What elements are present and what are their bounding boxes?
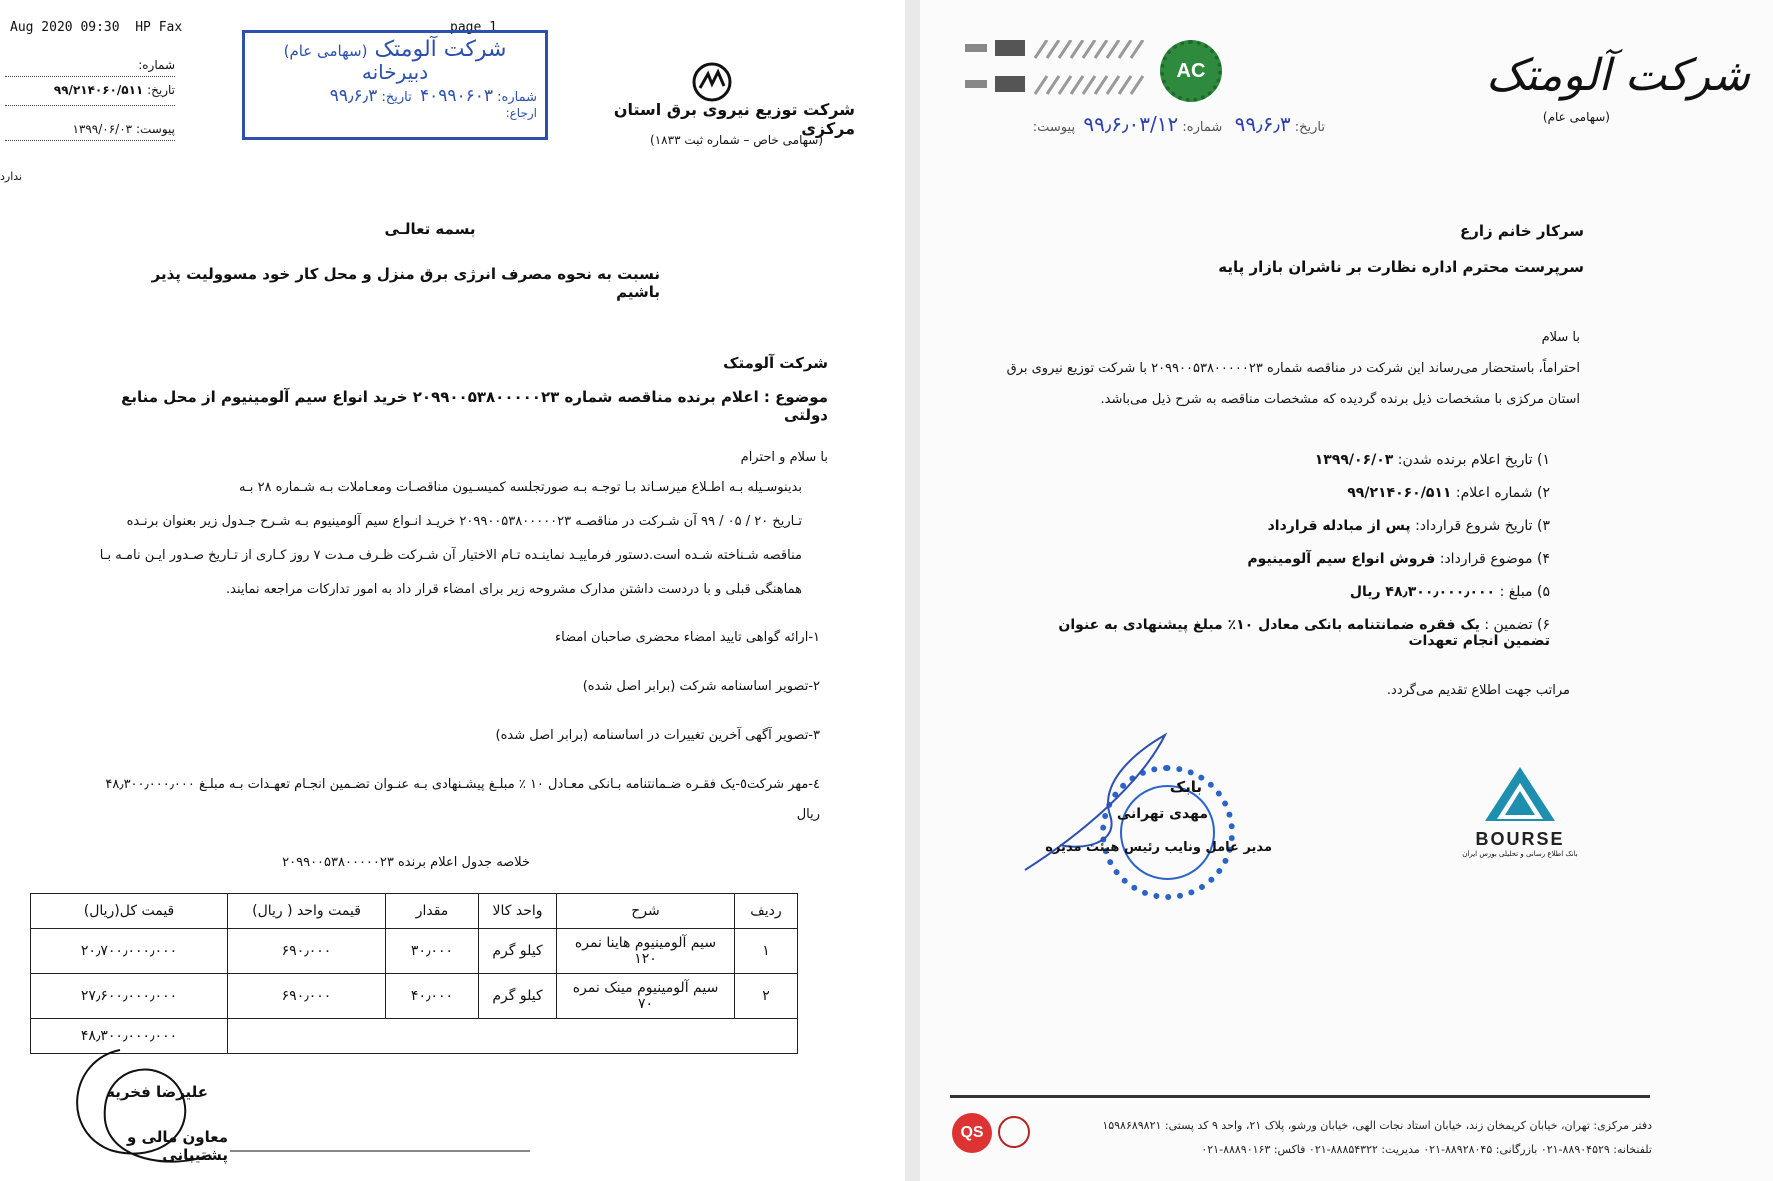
company-logo-text: شرکت آلومتک: [1486, 50, 1750, 101]
right-letter: [920, 0, 1773, 1181]
detail-item: [1020, 584, 1550, 617]
table-cell: ۴۰٫۰۰۰: [386, 974, 479, 1019]
fax-device: HP Fax: [135, 20, 183, 35]
stamp-number-value: ۴۰۹۹۰۶۰۳: [419, 86, 494, 106]
detail-value: یک فقره ضمانتنامه بانکی معادل ۱۰٪ مبلغ پیشنهادی به عنوان تضمین انجام تعهدات: [1058, 617, 1550, 649]
intro-line: استان مرکزی با مشخصات ذیل برنده گردیده که مشخصات مناقصه به شرح ذیل می‌باشد.: [1100, 392, 1580, 407]
stamp-number-label: شماره:: [497, 90, 537, 105]
detail-label: تضمین :: [1484, 617, 1533, 633]
table-cell: ۶۹۰٫۰۰۰: [228, 974, 386, 1019]
requirement-item: ۲-تصویر اساسنامه شرکت (برابر اصل شده): [582, 679, 820, 694]
fax-header: [10, 20, 182, 35]
company-type: (سهامی عام): [1542, 110, 1610, 124]
footer-address: دفتر مرکزی: تهران، خیابان کریمخان زند، خیابان استاد نجات الهی، خیابان ورشو، پلاک ۲۱، واحد ۹ کد پستی: ۱۵۹۸۶۸۹۸۲۱: [1102, 1119, 1652, 1132]
detail-label: شماره اعلام:: [1455, 485, 1533, 501]
attachment-label: پیوست:: [1032, 120, 1076, 135]
signer-last-name: مهدی تهرانی: [1116, 806, 1208, 822]
closing: مراتب جهت اطلاع تقدیم می‌گردد.: [1386, 683, 1570, 698]
intro-line: احتراماً، باستحضار می‌رساند این شرکت در مناقصه شماره ۲۰۹۹۰۰۵۳۸۰۰۰۰۰۲۳ با شرکت توزیع نیروی برق: [1006, 361, 1580, 376]
bismillah: بسمه تعالـی: [384, 220, 476, 238]
divider: [230, 1150, 530, 1152]
detail-item: [1020, 452, 1550, 485]
table-header: قیمت واحد ( ریال): [228, 894, 386, 929]
bourse-logo: [1455, 765, 1585, 865]
fax-page: page 1: [450, 20, 497, 35]
bourse-name: BOURSE: [1475, 829, 1565, 849]
detail-num: ۵): [1537, 584, 1550, 600]
body-line: هماهنگی قبلی و با دردست داشتن مدارک مشروحه زیر برای امضاء قرار داد به امور تدارکات مراجعه نمایند.: [226, 582, 802, 597]
addressee: شرکت آلومتک: [723, 354, 828, 372]
body-line: بدینوسـیله بـه اطـلاع میرسـاند بـا توجـه بـه صورتجلسه کمیسـیون مناقصـات ومعـاملات بـه شـماره ۲۸ بـه: [239, 480, 802, 495]
table-cell: ۳۰٫۰۰۰: [386, 929, 479, 974]
stamp-ref: ارجاع:: [505, 106, 537, 120]
detail-num: ۴): [1537, 551, 1550, 567]
certification-seal-icon: [998, 1116, 1030, 1148]
detail-num: ۶): [1537, 617, 1550, 633]
requirement-item: ۱-ارائه گواهی تایید امضاء محضری صاحبان امضاء: [555, 630, 820, 645]
table-header: مقدار: [386, 894, 479, 929]
greeting: با سلام و احترام: [740, 450, 828, 465]
qs-logo-icon: QS: [952, 1113, 992, 1153]
table-header: شرح: [557, 894, 735, 929]
signer-name: علیرضا فخریه: [106, 1083, 208, 1101]
table-cell: ۲: [735, 974, 798, 1019]
detail-label: مبلغ :: [1499, 584, 1533, 600]
side-note: ندارد: [0, 170, 23, 183]
table-cell: کیلو گرم: [479, 929, 557, 974]
detail-item: [1020, 485, 1550, 518]
recipient-title: سرپرست محترم اداره نظارت بر ناشران بازار پایه: [1218, 258, 1584, 276]
detail-item: [1020, 518, 1550, 551]
detail-item: [1020, 617, 1550, 650]
detail-value: پس از مبادله قرارداد: [1267, 518, 1411, 534]
table-row: [31, 929, 798, 974]
stamp-company-type: (سهامی عام): [283, 42, 368, 60]
slogan: نسبت به نحوه مصرف انرژی برق منزل و محل کار خود مسوولیت پذیر باشیم: [151, 265, 660, 301]
table-total: ۴۸٫۳۰۰٫۰۰۰٫۰۰۰: [31, 1019, 228, 1054]
body-line: تـاریخ ۲۰ / ۰۵ / ۹۹ آن شـرکت در مناقصـه ۲۰۹۹۰۰۵۳۸۰۰۰۰۰۲۳ خریـد انـواع سیم آلومینیوم بـه شـرح جـدول زیر بعنوان برنـده: [126, 514, 802, 529]
detail-value: ۴۸٫۳۰۰٫۰۰۰٫۰۰۰ ریال: [1349, 584, 1496, 600]
fax-date: Aug 2020 09:30: [10, 20, 120, 35]
attachment-value: ۱۳۹۹/۰۶/۰۳: [72, 122, 133, 136]
body-line: مناقصه شـناخته شـده است.دستور فرماییـد نماینـده تـام الاختیار آن شـرکت ظـرف مـدت ۷ روز کـاری از تـاریخ صـدور ایـن نامـه بـا: [99, 548, 802, 563]
table-blank-cell: [228, 1019, 798, 1054]
detail-label: تاریخ شروع قرارداد:: [1415, 518, 1533, 534]
requirements-list: [12, 630, 820, 827]
date-label: تاریخ:: [147, 83, 175, 97]
attachment-label: پیوست:: [135, 122, 175, 136]
body-text: [12, 480, 802, 616]
power-company-logo-icon: [690, 60, 734, 104]
stamp-date-value: ۹۹٫۶٫۳: [329, 86, 378, 106]
table-header: واحد کالا: [479, 894, 557, 929]
letter-meta: [1005, 112, 1325, 136]
winner-table: [30, 893, 798, 1054]
meta-block: [5, 58, 175, 141]
detail-label: تاریخ اعلام برنده شدن:: [1397, 452, 1533, 468]
table-row: [31, 974, 798, 1019]
rial-label: ریال: [796, 807, 820, 822]
signer-title: معاون مالی و پشتیبانی: [126, 1128, 228, 1164]
table-cell: ۲۰٫۷۰۰٫۰۰۰٫۰۰۰: [31, 929, 228, 974]
table-header: ردیف: [735, 894, 798, 929]
detail-num: ۱): [1537, 452, 1550, 468]
bourse-sub: بانک اطلاع رسانی و تحلیلی بورس ایران: [1462, 850, 1578, 858]
number-label: شماره:: [1182, 120, 1223, 135]
number-value: ۹۹٫۶٫۰۳/۱۲: [1083, 112, 1179, 136]
issuer-sub: (سهامی خاص – شماره ثبت ۱۸۳۳): [650, 133, 823, 147]
detail-value: ۹۹/۲۱۴۰۶۰/۵۱۱: [1347, 485, 1452, 501]
stamp-company: شرکت آلومتک: [374, 37, 507, 62]
detail-num: ۳): [1537, 518, 1550, 534]
table-header: قیمت کل(ریال): [31, 894, 228, 929]
number-label: شماره:: [138, 58, 175, 72]
table-cell: کیلو گرم: [479, 974, 557, 1019]
recipient: سرکار خانم زارع: [1459, 222, 1584, 240]
detail-value: ۱۳۹۹/۰۶/۰۳: [1314, 452, 1394, 468]
table-cell: ۱: [735, 929, 798, 974]
detail-value: فروش انواع سیم آلومینیوم: [1247, 551, 1436, 567]
greeting: با سلام: [1541, 330, 1580, 345]
detail-item: [1020, 551, 1550, 584]
table-cell: ۶۹۰٫۰۰۰: [228, 929, 386, 974]
signer-name: بابک: [1169, 778, 1202, 796]
ac-logo-icon: AC: [1160, 40, 1222, 102]
signer-title: مدیر عامل ونایب رئیس هیئت مدیره: [1045, 840, 1272, 855]
details-list: [1020, 452, 1550, 650]
detail-label: موضوع قرارداد:: [1439, 551, 1533, 567]
detail-num: ۲): [1537, 485, 1550, 501]
bourse-logo-icon: [1455, 765, 1585, 825]
stamp-office: دبیرخانه: [361, 60, 429, 84]
date-label: تاریخ:: [1294, 120, 1325, 135]
stamp-date-label: تاریخ:: [381, 90, 412, 105]
table-title: خلاصه جدول اعلام برنده ۲۰۹۹۰۰۵۳۸۰۰۰۰۰۲۳: [282, 855, 530, 870]
date-value: ۹۹٫۶٫۳: [1234, 112, 1291, 136]
issuer-name: شرکت توزیع نیروی برق استان مرکزی: [613, 100, 855, 138]
received-stamp: [242, 30, 548, 140]
footer-rule: [950, 1095, 1650, 1098]
requirement-item: ٤-مهر شرکت٥-یک فقـره ضـمانتنامه بـانکی معـادل ۱۰ ٪ مبلـغ پیشـنهادی بـه عنـوان تضـمین انجـام تعهـدات بـه مبلـغ ۴۸٫۳۰۰٫۰۰۰٫۰۰۰: [105, 777, 820, 792]
table-cell: سیم آلومینیوم مینک نمره ۷۰: [557, 974, 735, 1019]
requirement-item: ۳-تصویر آگهی آخرین تغییرات در اساسنامه (برابر اصل شده): [495, 728, 820, 743]
date-value: ۹۹/۲۱۴۰۶۰/۵۱۱: [53, 83, 144, 97]
table-header-row: [31, 894, 798, 929]
header-stripes: [965, 40, 1155, 96]
footer-phones: تلفنخانه: ۸۸۹۰۴۵۲۹-۰۲۱ بازرگانی: ۸۸۹۲۸۰۴۵-۰۲۱ مدیریت: ۸۸۸۵۴۳۲۲-۰۲۱ فاکس: ۸۸۸۹۰۱۶۳-۰۲۱: [1201, 1143, 1652, 1156]
table-cell: ۲۷٫۶۰۰٫۰۰۰٫۰۰۰: [31, 974, 228, 1019]
subject: موضوع : اعلام برنده مناقصه شماره ۲۰۹۹۰۰۵۳۸۰۰۰۰۰۲۳ خرید انواع سیم آلومینیوم از محل منابع دولتی: [121, 388, 828, 424]
table-cell: سیم آلومینیوم هاینا نمره ۱۲۰: [557, 929, 735, 974]
